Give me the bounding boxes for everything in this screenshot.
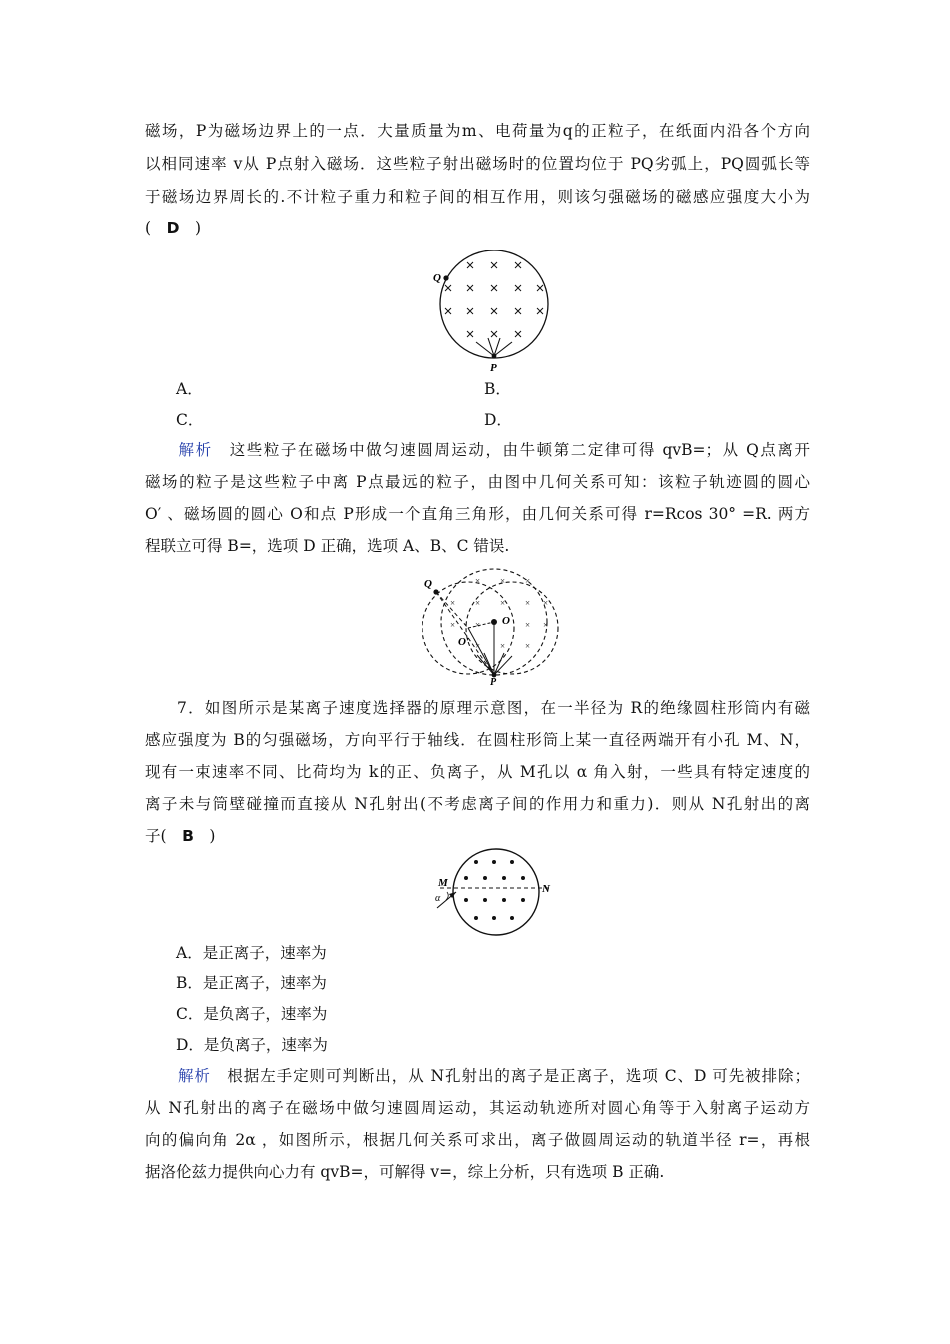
- q7-cylinder: [453, 849, 539, 935]
- q7-figure: [432, 848, 558, 940]
- svg-text:×: ×: [500, 641, 506, 651]
- q7-answer: B: [182, 827, 194, 845]
- q6-fig2-point-o: [491, 619, 497, 625]
- q6-velocity-arrows: [476, 338, 512, 356]
- q6-option-d: D．: [484, 411, 512, 429]
- q6-label-p: P: [490, 362, 497, 374]
- q7-option-b: B．是正离子，速率为: [176, 974, 327, 992]
- q6-stem-line-1: 磁场，P为磁场边界上的一点．大量质量为m、电荷量为q的正粒子，在纸面内沿各个方向: [145, 122, 810, 140]
- q7-label-n: N: [542, 883, 550, 895]
- svg-text:×: ×: [475, 598, 481, 608]
- q6-analysis-line-3: O′ 、磁场圆的圆心 O和点 P形成一个直角三角形，由几何关系可得 r=Rcos 30° =R. 两方: [145, 505, 810, 523]
- q6-analysis-label: 解析: [177, 441, 213, 459]
- q7-field-dots: [464, 860, 525, 920]
- q7-analysis-line-1: 解析 根据左手定则可判断出，从 N孔射出的离子是正离子，选项 C、D 可先被排除；: [177, 1067, 810, 1085]
- q7-analysis-line-3: 向的偏向角 2α ，如图所示，根据几何关系可求出，离子做圆周运动的轨道半径 r=，再根: [145, 1131, 810, 1149]
- q6-fig2-point-q: [433, 589, 438, 594]
- q6-option-a: A．: [176, 380, 203, 398]
- svg-text:×: ×: [475, 620, 481, 630]
- svg-text:×: ×: [543, 620, 549, 630]
- svg-text:×: ×: [525, 641, 531, 651]
- q7-option-d: D．是负离子，速率为: [176, 1036, 328, 1054]
- svg-text:×: ×: [525, 598, 531, 608]
- q6-fig2-label-p: P: [490, 677, 497, 685]
- q7-label-m: M: [438, 877, 448, 889]
- svg-text:×: ×: [525, 620, 531, 630]
- q6-option-c: C．: [176, 411, 204, 429]
- q6-figure-2: [422, 567, 562, 685]
- q6-fig2-label-q: Q: [424, 578, 432, 590]
- q6-stem-line-3: 于磁场边界周长的.不计粒子重力和粒子间的相互作用，则该匀强磁场的磁感应强度大小为: [145, 188, 810, 206]
- q7-analysis-line-2: 从 N孔射出的离子在磁场中做匀速圆周运动，其运动轨迹所对圆心角等于入射离子运动方: [145, 1099, 810, 1117]
- q7-answer-line: 子( B ): [145, 827, 216, 845]
- svg-text:×: ×: [475, 576, 481, 586]
- q6-figure-1: [428, 250, 558, 375]
- svg-text:×: ×: [525, 576, 531, 586]
- svg-text:×: ×: [450, 598, 456, 608]
- q7-analysis-line-4: 据洛伦兹力提供向心力有 qvB=，可解得 v=，综上分析，只有选项 B 正确.: [145, 1163, 665, 1181]
- q7-analysis-label: 解析: [177, 1067, 211, 1085]
- q6-analysis-line-1: 解析 这些粒子在磁场中做匀速圆周运动，由牛顿第二定律可得 qvB=；从 Q点离开: [177, 441, 810, 459]
- q7-option-a: A．是正离子，速率为: [176, 944, 327, 962]
- q6-fig2-label-o-prime: O′: [458, 636, 470, 648]
- q6-point-q: [443, 275, 448, 280]
- q6-option-b: B．: [484, 380, 511, 398]
- q6-label-q: Q: [433, 272, 441, 284]
- q7-label-alpha: α: [435, 893, 441, 904]
- svg-text:×: ×: [500, 576, 506, 586]
- q6-stem-line-2: 以相同速率 v从 P点射入磁场．这些粒子射出磁场时的位置均位于 PQ劣弧上，PQ圆弧长等: [145, 155, 810, 173]
- svg-text:×: ×: [475, 641, 481, 651]
- q7-stem-line-3: 现有一束速率不同、比荷均为 k的正、负离子，从 M孔以 α 角入射，一些具有特定速度的: [145, 763, 810, 781]
- svg-text:×: ×: [500, 598, 506, 608]
- svg-text:×: ×: [543, 598, 549, 608]
- svg-text:×: ×: [450, 620, 456, 630]
- q7-stem-line-2: 感应强度为 B的匀强磁场，方向平行于轴线．在圆柱形筒上某一直径两端开有小孔 M、N，: [145, 731, 810, 749]
- q7-option-c: C．是负离子，速率为: [176, 1005, 328, 1023]
- q6-fig2-label-o: O: [502, 615, 510, 627]
- q6-answer-line: ( D ): [145, 219, 201, 237]
- q6-field-crosses: [445, 262, 543, 337]
- q6-analysis-line-4: 程联立可得 B=，选项 D 正确，选项 A、B、C 错误.: [145, 537, 510, 555]
- q7-stem-line-4: 离子未与筒壁碰撞而直接从 N孔射出(不考虑离子间的作用力和重力)．则从 N孔射出的离: [145, 795, 810, 813]
- q6-answer: D: [166, 219, 180, 237]
- q7-stem-line-1: 7．如图所示是某离子速度选择器的原理示意图，在一半径为 R的绝缘圆柱形筒内有磁: [177, 699, 810, 717]
- q6-analysis-line-2: 磁场的粒子是这些粒子中离 P点最远的粒子，由图中几何关系可知：该粒子轨迹圆的圆心: [145, 473, 810, 491]
